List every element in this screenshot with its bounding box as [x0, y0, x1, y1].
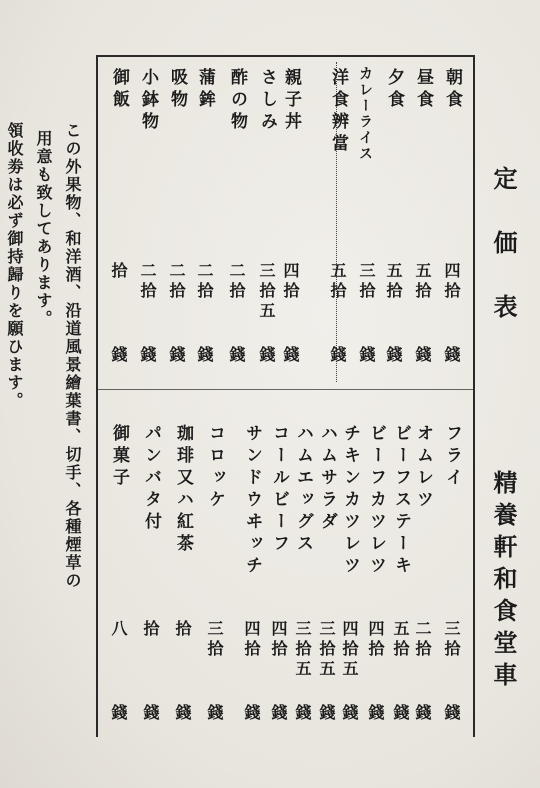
menu-price: 四拾	[242, 620, 261, 660]
menu-price-unit: 錢	[205, 704, 224, 720]
menu-price: 四拾	[366, 620, 385, 660]
menu-item-name: 御飯	[109, 68, 129, 112]
menu-price-unit: 錢	[413, 346, 432, 362]
menu-price-unit: 錢	[340, 704, 359, 720]
menu-price-unit: 錢	[257, 346, 276, 362]
menu-price: 四拾	[269, 620, 288, 660]
menu-item-name: 御菓子	[109, 424, 129, 490]
menu-price: 二拾	[413, 620, 432, 660]
menu-price: 三拾	[442, 620, 461, 660]
menu-price-unit: 錢	[195, 346, 214, 362]
menu-item-name: サンドウヰッチ	[242, 424, 262, 578]
menu-price: 四拾	[281, 262, 300, 302]
menu-price-unit: 錢	[269, 704, 288, 720]
frame-left-line	[96, 55, 98, 737]
menu-price: 二拾	[167, 262, 186, 302]
menu-item-name: 蒲鉾	[195, 68, 215, 112]
menu-price: 拾	[141, 620, 160, 640]
menu-price-unit: 錢	[442, 704, 461, 720]
menu-item-name: 珈琲又ハ紅茶	[173, 424, 193, 556]
menu-price: 五拾	[413, 262, 432, 302]
menu-price: 五拾	[384, 262, 403, 302]
menu-price-unit: 錢	[293, 704, 312, 720]
frame-right-line	[473, 55, 475, 737]
menu-item-name: チキンカツレツ	[340, 424, 360, 578]
menu-price: 三拾五	[257, 262, 276, 322]
menu-item-name: ビーフステーキ	[391, 424, 411, 578]
menu-item-name: パンバタ付	[141, 424, 161, 534]
menu-item-name: カレーライス	[357, 66, 373, 162]
menu-price-unit: 錢	[109, 704, 128, 720]
menu-price: 二拾	[227, 262, 246, 302]
menu-price-unit: 錢	[109, 346, 128, 362]
menu-price: 三拾	[357, 262, 376, 302]
menu-item-name: フライ	[442, 424, 462, 490]
menu-price-unit: 錢	[242, 704, 261, 720]
menu-price-unit: 錢	[391, 704, 410, 720]
note-line: この外果物、和洋酒、沿道風景繪葉書、切手、各種煙草の	[63, 122, 82, 590]
menu-price: 三拾	[205, 620, 224, 660]
menu-price-unit: 錢	[384, 346, 403, 362]
menu-item-name: 夕食	[384, 68, 404, 112]
menu-price: 四拾五	[340, 620, 359, 680]
menu-price: 四拾	[442, 262, 461, 302]
menu-price: 二拾	[138, 262, 157, 302]
menu-price-unit: 錢	[227, 346, 246, 362]
menu-price-unit: 錢	[141, 704, 160, 720]
menu-price-unit: 錢	[442, 346, 461, 362]
menu-price: 三拾五	[317, 620, 336, 680]
note-line: 領收劵は必ず御持歸りを願ひます。	[5, 122, 24, 410]
menu-price: 五拾	[391, 620, 410, 660]
menu-price: 二拾	[195, 262, 214, 302]
menu-price: 三拾五	[293, 620, 312, 680]
menu-item-name: 親子丼	[281, 68, 301, 134]
menu-item-name: ハムサラダ	[317, 424, 337, 534]
menu-price: 拾	[109, 262, 128, 282]
menu-price-unit: 錢	[357, 346, 376, 362]
menu-price: 拾	[173, 620, 192, 640]
dining-car-name: 精養軒和食堂車	[489, 470, 518, 694]
menu-item-name: 吸物	[167, 68, 187, 112]
menu-price-unit: 錢	[413, 704, 432, 720]
menu-price-unit: 錢	[138, 346, 157, 362]
menu-item-name: 小鉢物	[138, 68, 158, 134]
menu-price-unit: 錢	[173, 704, 192, 720]
menu-price: 八	[109, 620, 128, 640]
page-title: 定価表	[489, 166, 518, 358]
menu-price-unit: 錢	[167, 346, 186, 362]
menu-item-name: ビーフカツレツ	[366, 424, 386, 578]
note-line: 用意も致してあります。	[34, 130, 53, 328]
menu-price-unit: 錢	[328, 346, 347, 362]
menu-price-unit: 錢	[317, 704, 336, 720]
menu-item-name: コールビーフ	[269, 424, 289, 556]
menu-item-name: 洋食辨當	[328, 68, 348, 156]
menu-item-name: ハムエッグス	[293, 424, 313, 556]
menu-item-name: さしみ	[257, 68, 277, 134]
menu-item-name: オムレツ	[413, 424, 433, 512]
menu-price-unit: 錢	[366, 704, 385, 720]
menu-price-unit: 錢	[281, 346, 300, 362]
section-divider	[96, 389, 474, 390]
frame-top-line	[96, 55, 474, 57]
menu-item-name: コロッケ	[205, 424, 225, 512]
menu-item-name: 酢の物	[227, 68, 247, 134]
menu-item-name: 朝食	[442, 68, 462, 112]
menu-item-name: 昼食	[413, 68, 433, 112]
menu-price: 五拾	[328, 262, 347, 302]
